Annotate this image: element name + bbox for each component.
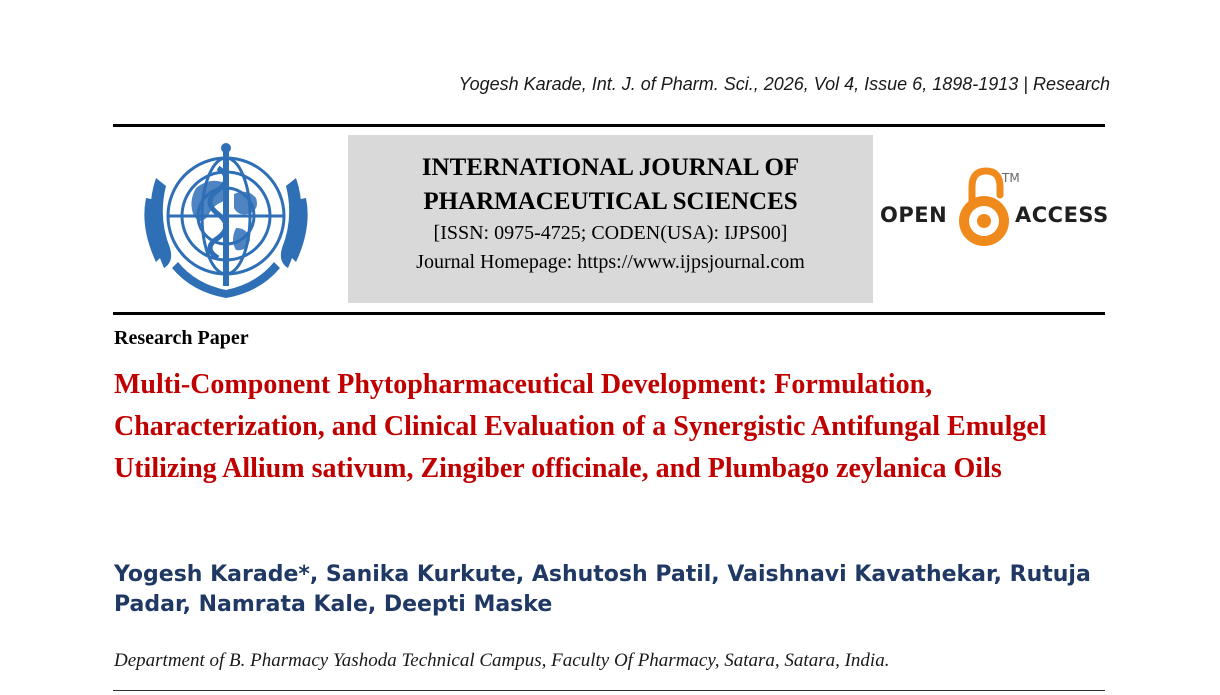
journal-name-line2: PHARMACEUTICAL SCIENCES [423, 188, 798, 215]
journal-name-line1: INTERNATIONAL JOURNAL OF [421, 154, 800, 181]
who-emblem-icon [126, 138, 326, 308]
paper-type: Research Paper [114, 327, 249, 349]
paper-title: Multi-Component Phytopharmaceutical Development: Formulation, Characterization, and Clinical Evaluation of a Synergistic Antifungal Emulgel Utilizing Allium sativum, Zingiber officinale, and Plumbago zeylanica Oils [114, 369, 1047, 484]
homepage-line[interactable]: Journal Homepage: https://www.ijpsjournal.com [416, 251, 805, 273]
citation-header: Yogesh Karade, Int. J. of Pharm. Sci., 2026, Vol 4, Issue 6, 1898-1913 | Research [458, 74, 1110, 94]
affiliation: Department of B. Pharmacy Yashoda Technical Campus, Faculty Of Pharmacy, Satara, Satara, India. [114, 650, 890, 671]
open-label: OPEN [880, 203, 948, 227]
trademark-label: TM [1002, 171, 1020, 185]
bottom-rule [113, 690, 1105, 691]
author-list: Yogesh Karade*, Sanika Kurkute, Ashutosh Patil, Vaishnavi Kavathekar, Rutuja Padar, Namrata Kale, Deepti Maske [114, 562, 1091, 617]
issn-line: [ISSN: 0975-4725; CODEN(USA): IJPS00] [433, 222, 788, 244]
open-access-badge [878, 165, 1108, 255]
access-label: ACCESS [1015, 203, 1109, 227]
journal-masthead [348, 135, 873, 303]
masthead-bottom-rule [113, 312, 1105, 315]
journal-name [348, 151, 873, 219]
top-rule [113, 124, 1105, 127]
